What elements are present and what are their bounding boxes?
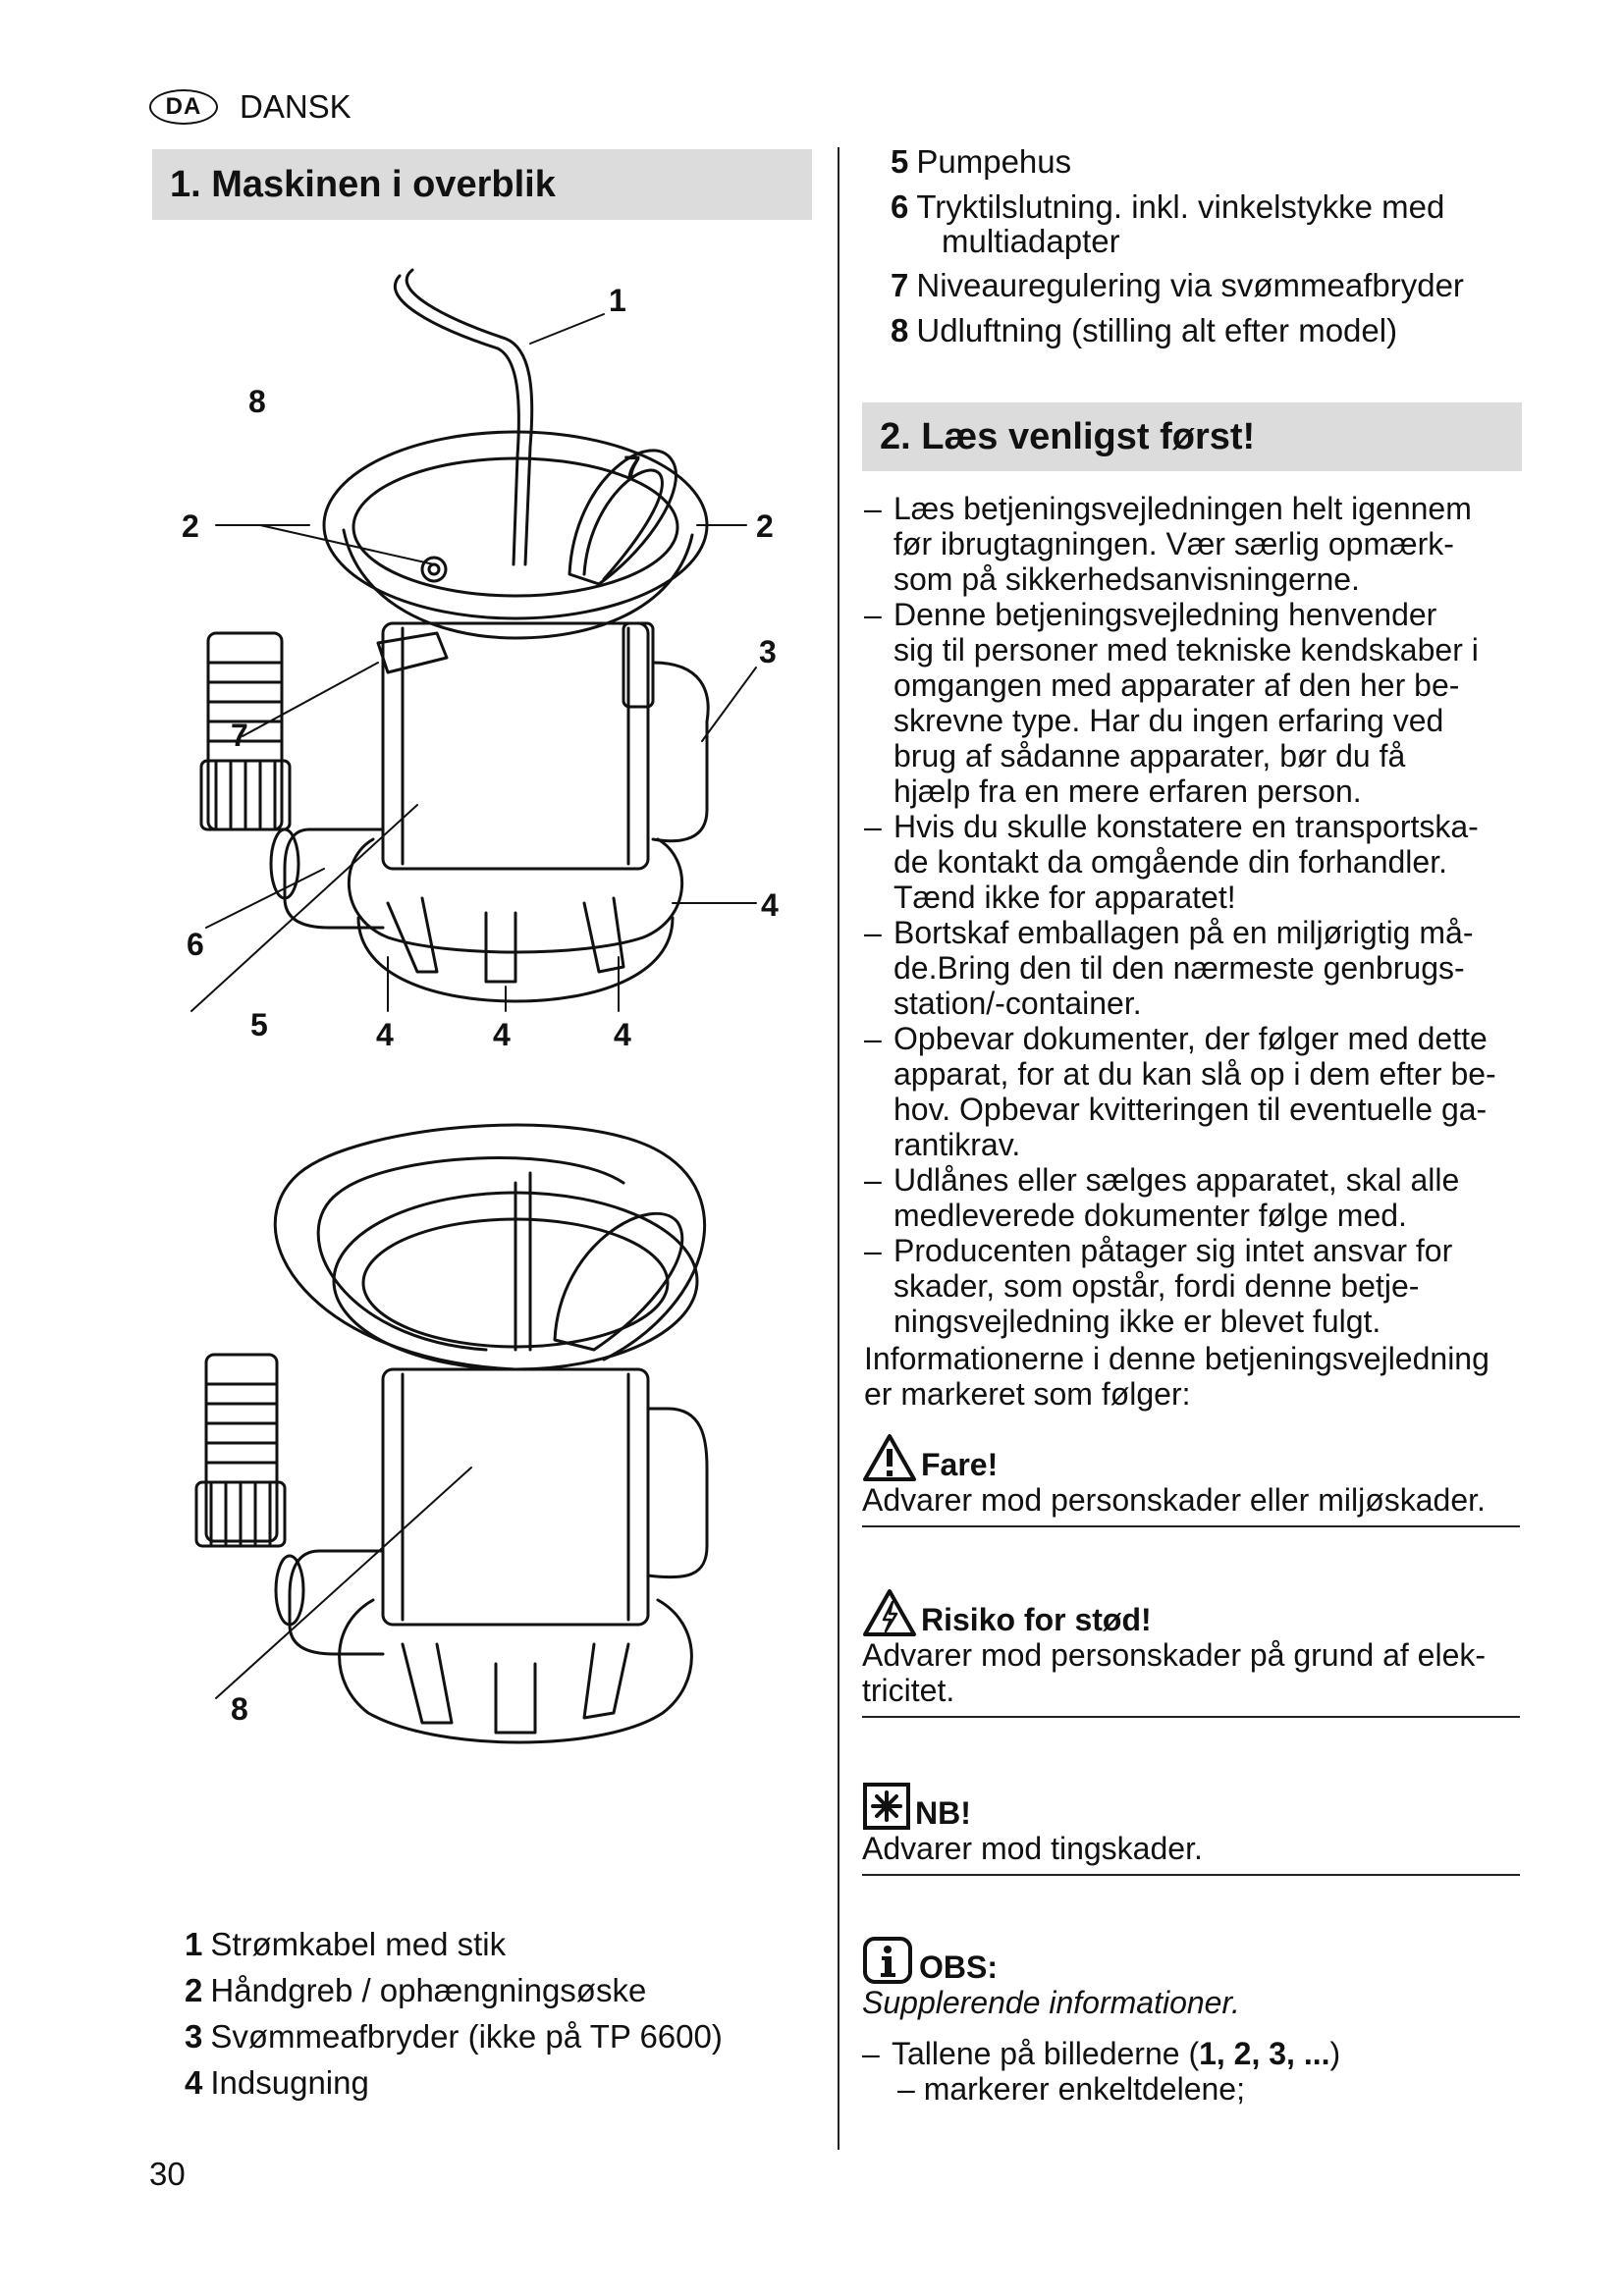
- list-item: – Producenten påtager sig intet ansvar for skader, som opstår, fordi denne betje- ningsvejledning ikke er blevet fulgt.: [864, 1233, 1453, 1339]
- notice-danger: [862, 1433, 1520, 1527]
- legend-item: 5 Pumpehus: [891, 143, 1072, 180]
- notice-obs-text: Supplerende informationer.: [862, 1985, 1240, 2020]
- legend-item: 2 Håndgreb / ophængningsøske: [185, 1972, 647, 2008]
- legend-item: 6 Tryktilslutning. inkl. vinkelstykke med multiadapter: [891, 188, 1445, 259]
- section-2-heading: [862, 402, 1522, 471]
- notice-shock-text: Advarer mod personskader på grund af elek- tricitet.: [862, 1637, 1487, 1708]
- notice-shock-title: Risiko for stød!: [921, 1602, 1152, 1637]
- section-1-heading: [152, 149, 812, 220]
- marking-intro: Informationerne i denne betjeningsvejledning er markeret som følger:: [864, 1341, 1489, 1412]
- list-item: – Udlånes eller sælges apparatet, skal alle medleverede dokumenter følge med.: [864, 1162, 1460, 1233]
- parts-legend-left: [185, 1921, 723, 2106]
- figure-label-handle-left: 2: [182, 508, 199, 544]
- legend-item: 3 Svømmeafbryder (ikke på TP 6600): [185, 2018, 723, 2055]
- warning-triangle-icon: [862, 1433, 917, 1482]
- figure-label-intake-right: 4: [761, 887, 779, 923]
- section-1-title: 1. Maskinen i overblik: [170, 163, 556, 205]
- section-2-title: 2. Læs venligst først!: [880, 415, 1256, 457]
- figure-label-handle-right: 2: [756, 508, 774, 544]
- notice-danger-title: Fare!: [921, 1447, 999, 1482]
- column-divider: [838, 147, 839, 2150]
- figure-label-float-switch: 3: [759, 634, 777, 669]
- figure-label-vent: 8: [248, 384, 266, 419]
- parts-legend-right: [891, 139, 1464, 353]
- figure-label-intake-3: 4: [614, 1017, 631, 1052]
- language-name: DANSK: [240, 88, 352, 125]
- list-item: – Læs betjeningsvejledningen helt igennem før ibrugtagningen. Vær særlig opmærk- som på sikkerhedsanvisningerne.: [864, 491, 1472, 597]
- notice-nb: [862, 1782, 1520, 1876]
- list-item: – Hvis du skulle konstatere en transportska- de kontakt da omgående din forhandler. Tænd ikke for apparatet!: [864, 809, 1479, 915]
- figure-label-vent-bottom: 8: [231, 1691, 248, 1727]
- list-item: – Denne betjeningsvejledning henvender sig til personer med tekniske kendskaber i omgangen med apparater af den her be- skrevne type. Har du ingen erfaring ved brug af sådanne apparater, bør du få hjælp fra en mere erfaren person.: [864, 597, 1479, 809]
- page-number: 30: [149, 2156, 186, 2192]
- figure-label-pressure-connection: 6: [187, 927, 204, 962]
- list-item: – Bortskaf emballagen på en miljørigtig må- de.Bring den til den nærmeste genbrugs- station/-container.: [864, 915, 1474, 1021]
- notice-danger-text: Advarer mod personskader eller miljøskader.: [862, 1482, 1486, 1518]
- figure-label-cable: 1: [609, 283, 626, 318]
- figure-label-level-clip: 7: [231, 718, 248, 753]
- list-item: – Opbevar dokumenter, der følger med dette apparat, for at du kan slå op i dem efter be- hov. Opbevar kvitteringen til eventuelle ga- rantikrav.: [864, 1021, 1496, 1162]
- pump-illustration-bottom: [196, 1125, 707, 1742]
- read-first-list: [864, 491, 1532, 1412]
- figure-label-pump-housing: 5: [250, 1007, 268, 1042]
- pump-overview-figure: [182, 250, 820, 1899]
- notice-nb-text: Advarer mod tingskader.: [862, 1831, 1203, 1866]
- property-damage-icon: [862, 1782, 911, 1831]
- figure-label-intake-2: 4: [493, 1017, 511, 1052]
- legend-item: 7 Niveauregulering via svømmeafbryder: [891, 267, 1464, 303]
- language-indicator: [149, 88, 352, 126]
- list-item: – Tallene på billederne (1, 2, 3, ...): [862, 2036, 1341, 2071]
- legend-item: 1 Strømkabel med stik: [185, 1926, 507, 1962]
- electric-shock-icon: [862, 1588, 917, 1637]
- notice-obs: [862, 1936, 1520, 2107]
- notice-shock: [862, 1588, 1520, 1718]
- figure-label-intake-1: 4: [376, 1017, 394, 1052]
- language-code-badge: DA: [149, 89, 218, 125]
- legend-item: 8 Udluftning (stilling alt efter model): [891, 312, 1398, 348]
- notice-nb-title: NB!: [915, 1795, 971, 1831]
- legend-item: 4 Indsugning: [185, 2064, 369, 2101]
- pump-illustration-top: [191, 270, 756, 1011]
- figure-label-level-top: 7: [623, 450, 641, 485]
- info-icon: [862, 1936, 915, 1985]
- notice-obs-title: OBS:: [919, 1949, 998, 1985]
- list-item-continuation: – markerer enkeltdelene;: [897, 2071, 1245, 2107]
